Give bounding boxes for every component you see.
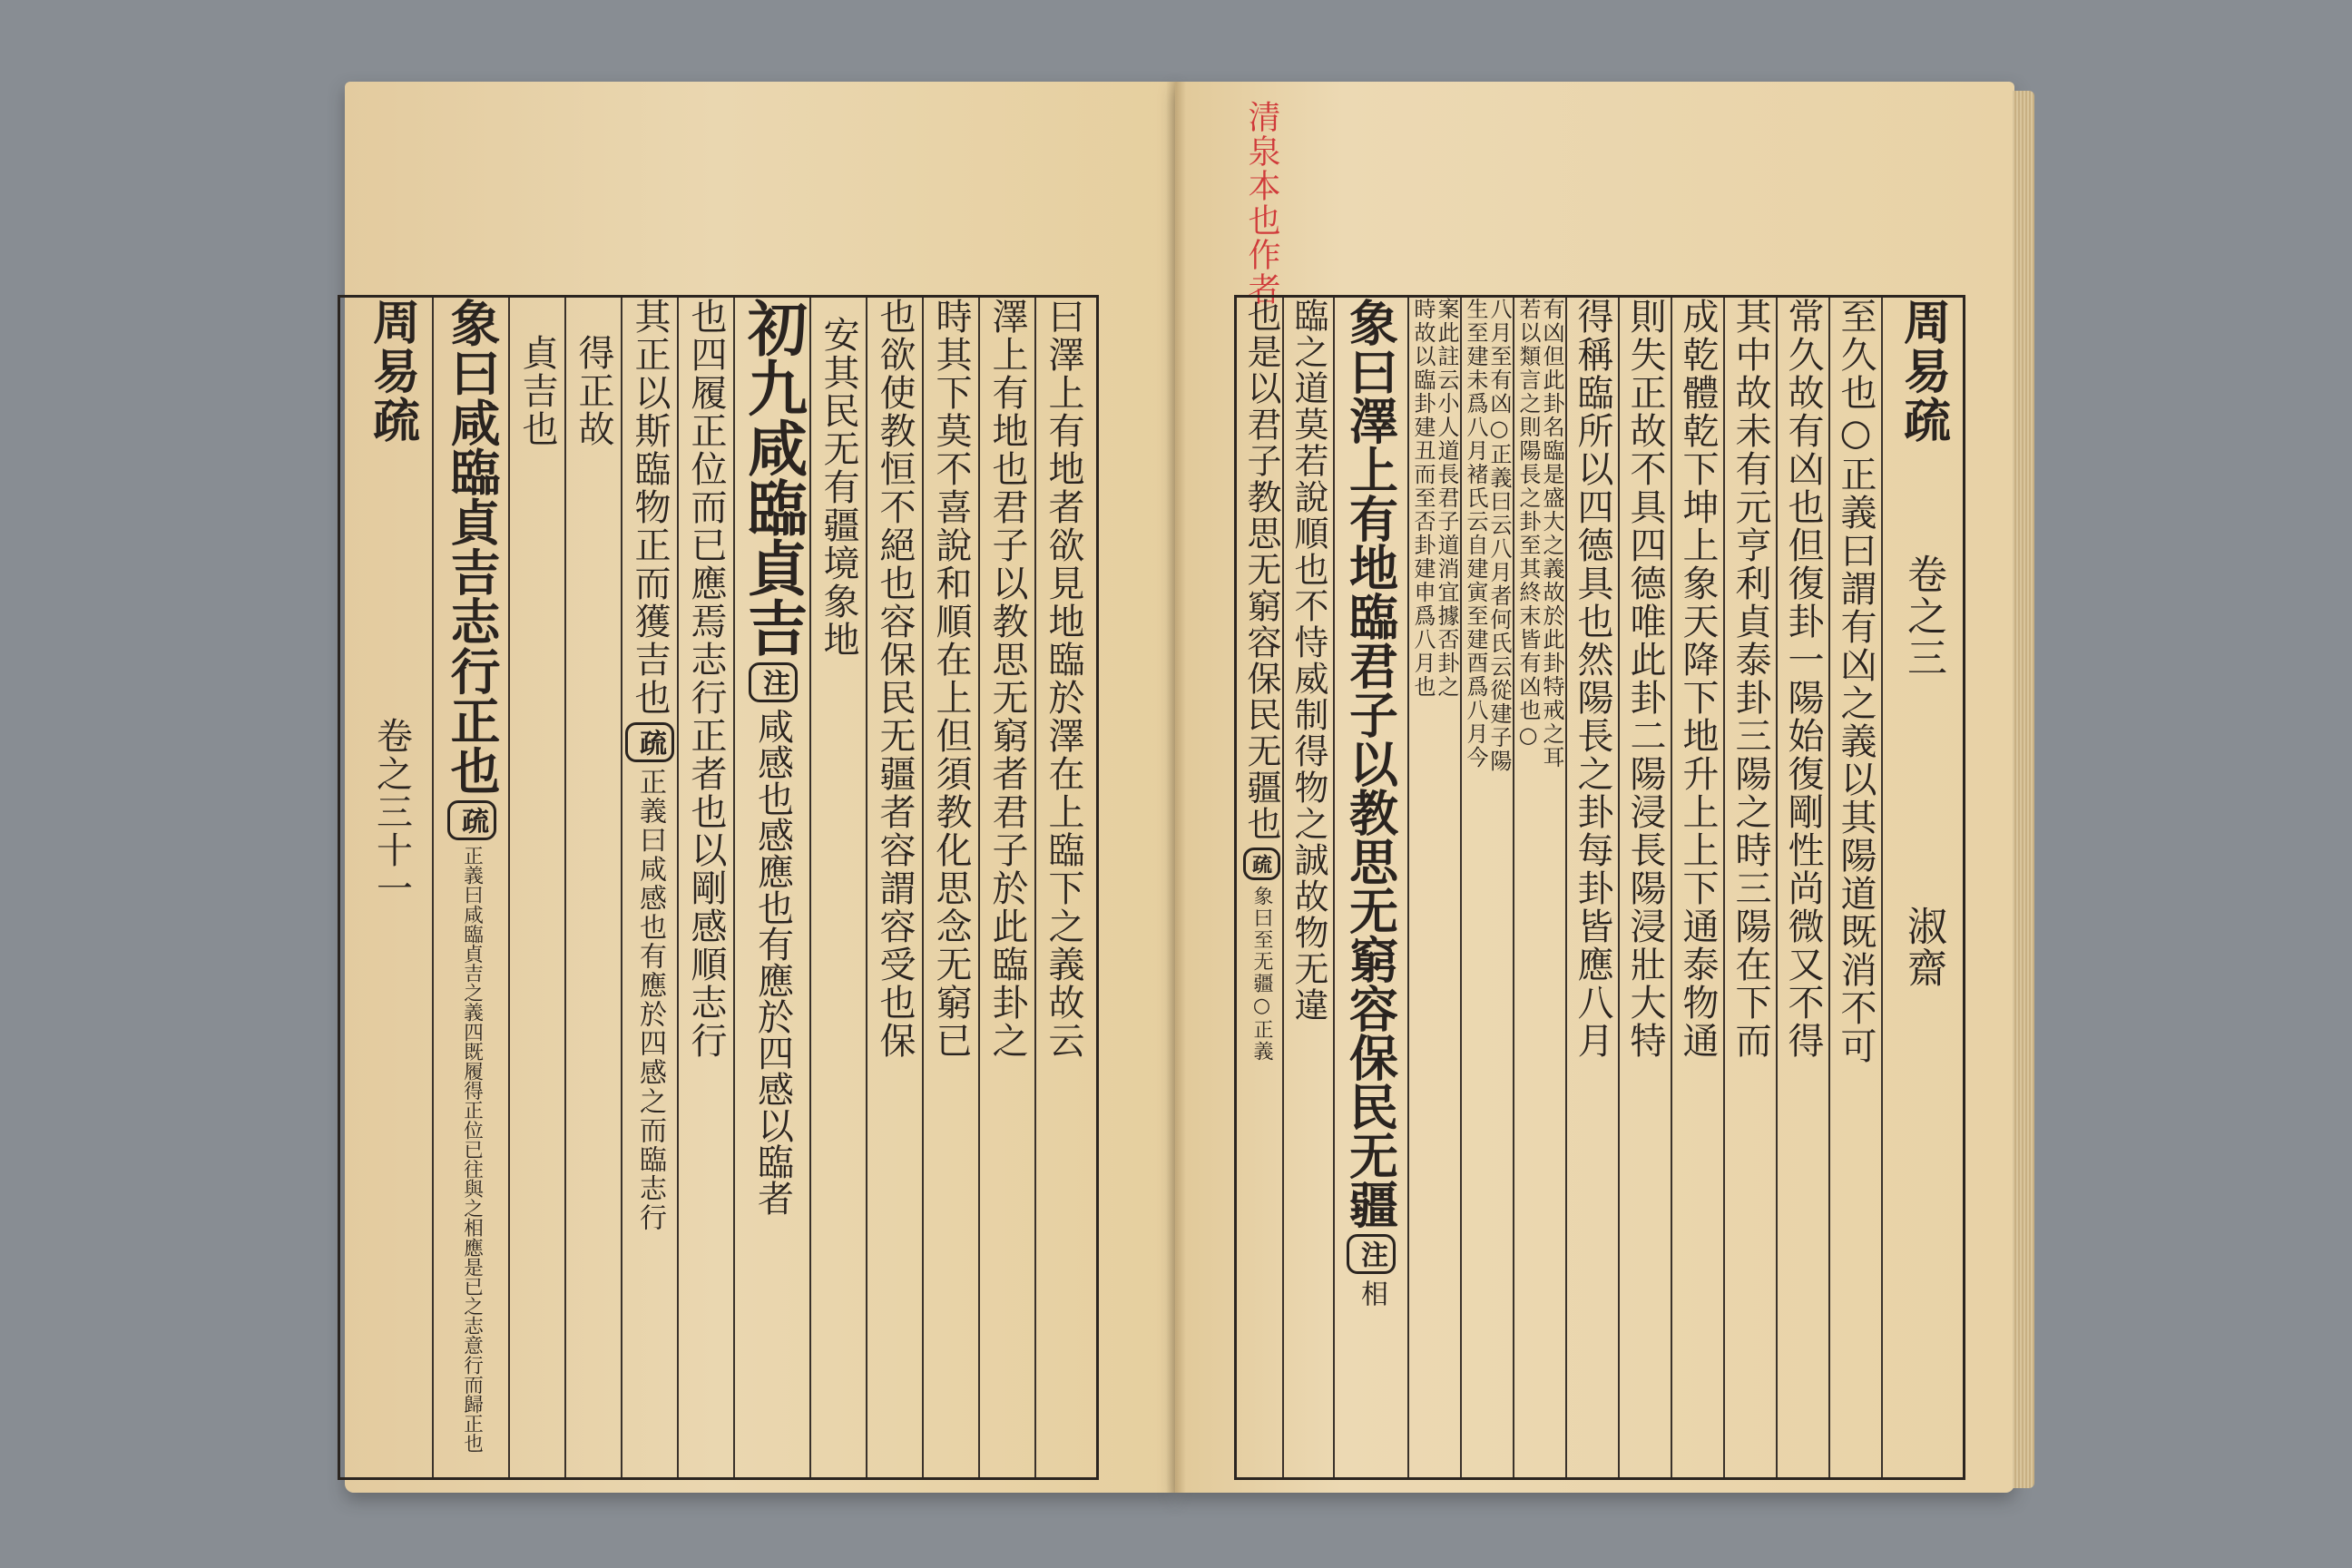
text-column: 生至建未爲八月褚氏云自建寅至建酉爲八月今 — [1463, 298, 1488, 769]
text-column: 也四履正位而已應焉志行正者也以剛感順志行 — [685, 298, 727, 1060]
text-column: 案此註云小人道長君子道消宜據否卦之 — [1434, 298, 1459, 699]
text-column: 八月至有凶○正義曰云八月者何氏云從建子陽 — [1486, 298, 1512, 773]
text-column: 曰澤上有地者欲見地臨於澤在上臨下之義故云 — [1043, 298, 1084, 1060]
main-text-column: 象曰咸臨貞吉志行正也 疏 正義曰咸臨貞吉之義四既履得正位已往與之相應是已之志意行而歸正也 — [442, 298, 501, 1454]
text-column: 時故以臨卦建丑而至否卦建申爲八月也 — [1410, 298, 1436, 699]
text-column: 有凶但此卦名臨是盛大之義故於此卦特戒之耳 — [1539, 298, 1564, 769]
page-title-column: 周易疏 卷之三 淑齋 — [1895, 298, 1951, 989]
text-column: 成乾體乾下坤上象天降下地升上上下通泰物通 — [1677, 298, 1719, 1060]
main-text-column: 初九咸臨貞吉 注 咸感也感應也有應於四感以臨者 — [737, 298, 808, 1216]
text-column: 也欲使教恒不絕也容保民无疆者容謂容受也保 — [874, 298, 916, 1060]
right-page — [1175, 82, 2014, 1493]
text-column: 得稱臨所以四德具也然陽長之卦每卦皆應八月 — [1572, 298, 1613, 1060]
annotation-mark: 注 — [1347, 1234, 1396, 1274]
main-text-column: 象曰澤上有地臨君子以教思无窮容保民无疆 注 相 — [1341, 298, 1400, 1307]
text-column: 貞吉也 — [516, 334, 558, 448]
text-column: 其中故未有元亨利貞泰卦三陽之時三陽在下而 — [1730, 298, 1771, 1060]
annotation-mark: 注 — [749, 662, 798, 702]
book-spine — [1166, 82, 1186, 1493]
text-column: 也是以君子教思无窮容保民无疆也 疏 象曰至无疆○正義 — [1241, 298, 1281, 1063]
right-page-frame — [1234, 295, 1965, 1480]
text-column: 安其民无有疆境象地 — [818, 316, 859, 659]
left-page-frame — [338, 295, 1099, 1480]
text-column: 得正故 — [573, 334, 614, 448]
margin-note: 清泉本也作者 — [1243, 100, 1280, 307]
text-column: 臨之道莫若說順也不恃威制得物之誠故物无違 — [1289, 298, 1328, 1024]
page-title-column: 周易疏 卷之三 十一 — [364, 298, 420, 907]
annotation-mark: 疏 — [625, 722, 674, 762]
text-column: 常久故有凶也但復卦一陽始復剛性尚微又不得 — [1782, 298, 1824, 1060]
text-column: 時其下莫不喜說和順在上但須教化思念无窮已 — [930, 298, 972, 1060]
annotation-mark: 疏 — [447, 800, 496, 840]
annotation-mark: 疏 — [1243, 848, 1280, 880]
open-book — [345, 82, 2014, 1497]
page-edge — [2013, 91, 2034, 1488]
text-column: 則失正故不具四德唯此卦二陽浸長陽浸壯大特 — [1624, 298, 1666, 1060]
text-column: 至久也○正義曰謂有凶之義以其陽道既消不可 — [1835, 298, 1877, 1065]
text-column: 若以類言之則陽長之卦至其終末皆有凶也○ — [1515, 298, 1541, 750]
text-column: 澤上有地也君子以教思无窮者君子於此臨卦之 — [986, 298, 1028, 1060]
left-page — [345, 82, 1175, 1493]
text-column: 其正以斯臨物正而獲吉也 疏 正義曰咸感也有應於四感之而臨志行 — [624, 298, 675, 1477]
